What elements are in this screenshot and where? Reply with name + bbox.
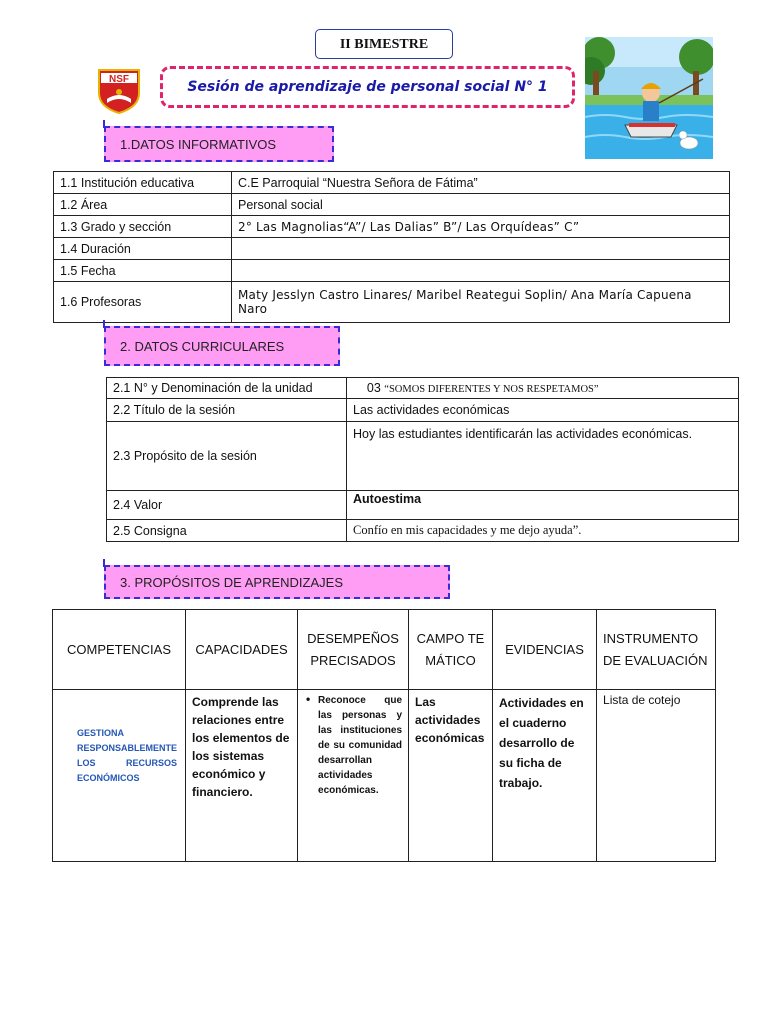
- header-campo: CAMPO TEMÁTICO: [409, 610, 493, 690]
- header-instrumento: INSTRUMENTO DE EVALUACIÓN: [597, 610, 716, 690]
- competencia-cell: [53, 690, 186, 862]
- session-title: Sesión de aprendizaje de personal social N° 1: [160, 66, 575, 108]
- row-value: [232, 260, 730, 282]
- row-label: 2.4 Valor: [107, 491, 347, 520]
- table-row: [107, 491, 739, 520]
- school-shield-logo: [95, 67, 143, 115]
- header-capacidades: CAPACIDADES: [186, 610, 298, 690]
- row-value: 2° Las Magnolias“A”/ Las Dalias” B”/ Las Orquídeas” C”: [232, 216, 730, 238]
- instrumento-cell: Lista de cotejo: [597, 690, 716, 862]
- boy-fishing-illustration: [585, 37, 713, 159]
- section-title: 1.DATOS INFORMATIVOS: [120, 136, 277, 152]
- row-value: Hoy las estudiantes identificarán las actividades económicas.: [347, 422, 739, 491]
- row-label: 1.3 Grado y sección: [54, 216, 232, 238]
- unit-name: “SOMOS DIFERENTES Y NOS RESPETAMOS”: [384, 384, 599, 395]
- row-value: Maty Jesslyn Castro Linares/ Maribel Reategui Soplin/ Ana María Capuena Naro: [232, 282, 730, 323]
- table-row: [54, 194, 730, 216]
- table-header-row: [53, 610, 716, 690]
- row-label: 1.5 Fecha: [54, 260, 232, 282]
- row-label: 2.3 Propósito de la sesión: [107, 422, 347, 491]
- table-row: [54, 238, 730, 260]
- row-value: Las actividades económicas: [347, 399, 739, 422]
- competencia-text: GESTIONA RESPONSABLEMENTE LOS RECURSOS ECONÓMICOS: [77, 727, 178, 783]
- datos-informativos-table: [53, 171, 730, 323]
- row-value: Autoestima: [347, 491, 739, 520]
- datos-curriculares-table: [106, 377, 739, 542]
- propositos-table: [52, 609, 716, 862]
- row-label: 1.1 Institución educativa: [54, 172, 232, 194]
- table-row: [54, 260, 730, 282]
- unit-number: 03: [366, 381, 381, 395]
- svg-text:NSF: NSF: [109, 74, 129, 85]
- row-value: C.E Parroquial “Nuestra Señora de Fátima”: [232, 172, 730, 194]
- section-title: 3. PROPÓSITOS DE APRENDIZAJES: [120, 574, 343, 590]
- table-row: [107, 520, 739, 542]
- row-label: 1.6 Profesoras: [54, 282, 232, 323]
- section-datos-curriculares: [104, 326, 340, 366]
- header-competencias: COMPETENCIAS: [53, 610, 186, 690]
- header-evidencias: EVIDENCIAS: [493, 610, 597, 690]
- table-row: [54, 282, 730, 323]
- section-title: 2. DATOS CURRICULARES: [120, 338, 285, 354]
- table-row: [54, 216, 730, 238]
- row-label: 2.5 Consigna: [107, 520, 347, 542]
- section-propositos: [104, 565, 450, 599]
- table-row: [107, 422, 739, 491]
- desempeno-bullet: • Reconoce que las personas y las instituciones de su comunidad desarrollan actividades económicas.: [304, 693, 402, 798]
- row-value: [347, 378, 739, 399]
- row-value: Personal social: [232, 194, 730, 216]
- table-row: [107, 378, 739, 399]
- evidencia-cell: Actividades en el cuaderno desarrollo de su ficha de trabajo.: [493, 690, 597, 862]
- row-value: Confío en mis capacidades y me dejo ayuda”.: [347, 520, 739, 542]
- capacidad-cell: Comprende las relaciones entre los elementos de los sistemas económico y financiero.: [186, 690, 298, 862]
- row-label: 1.2 Área: [54, 194, 232, 216]
- table-row: [107, 399, 739, 422]
- header-desempenos: DESEMPEÑOS PRECISADOS: [298, 610, 409, 690]
- bimestre-box: II BIMESTRE: [315, 29, 453, 59]
- table-row: [54, 172, 730, 194]
- desempeno-cell: [298, 690, 409, 862]
- row-value: [232, 238, 730, 260]
- section-datos-informativos: [104, 126, 334, 162]
- row-label: 2.1 N° y Denominación de la unidad: [107, 378, 347, 399]
- campo-cell: Las actividades económicas: [409, 690, 493, 862]
- table-row: [53, 690, 716, 862]
- row-label: 2.2 Título de la sesión: [107, 399, 347, 422]
- row-label: 1.4 Duración: [54, 238, 232, 260]
